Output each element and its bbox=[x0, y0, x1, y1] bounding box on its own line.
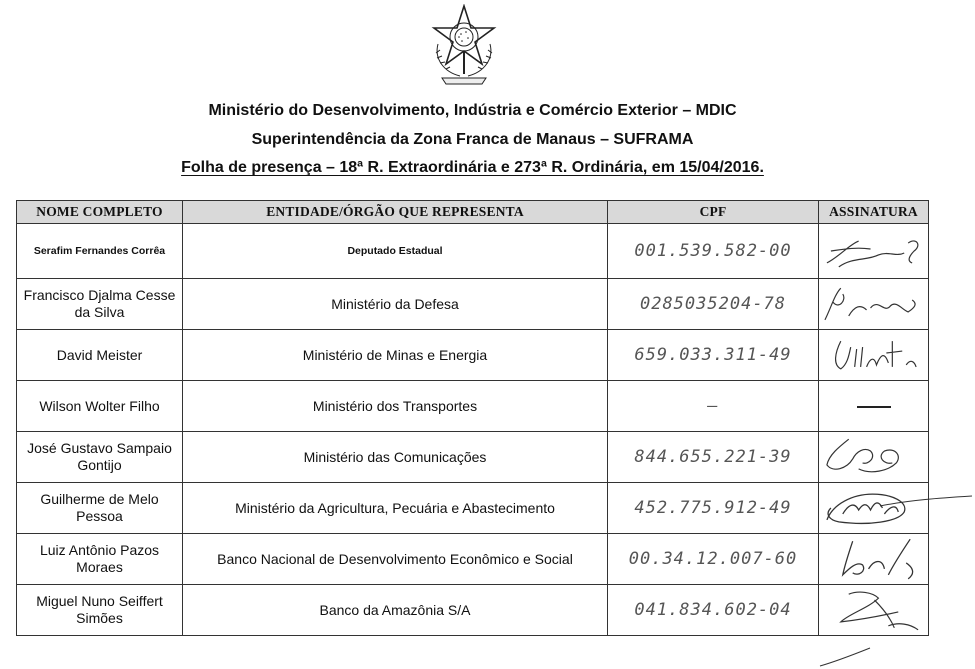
signature-cell bbox=[819, 585, 929, 636]
table-header-row bbox=[17, 201, 929, 224]
participant-cpf: — bbox=[608, 381, 819, 432]
participant-cpf: 041.834.602-04 bbox=[608, 585, 819, 636]
handwritten-signature bbox=[819, 535, 928, 583]
participant-cpf: 659.033.311-49 bbox=[608, 330, 819, 381]
participant-entity: Ministério da Agricultura, Pecuária e Abastecimento bbox=[183, 483, 608, 534]
signature-cell bbox=[819, 381, 929, 432]
superintendency-heading: Superintendência da Zona Franca de Manaus – SUFRAMA bbox=[251, 131, 694, 148]
handwritten-signature bbox=[819, 484, 928, 532]
participant-entity: Ministério da Defesa bbox=[183, 279, 608, 330]
handwritten-signature bbox=[819, 331, 928, 379]
attendance-sheet-title: Folha de presença – 18ª R. Extraordinária e 273ª R. Ordinária, em 15/04/2016. bbox=[181, 159, 764, 176]
participant-cpf: 452.775.912-49 bbox=[608, 483, 819, 534]
table-row bbox=[17, 585, 929, 636]
empty-signature-dash bbox=[857, 406, 891, 408]
column-header-entity: ENTIDADE/ÓRGÃO QUE REPRESENTA bbox=[183, 201, 608, 224]
table-row bbox=[17, 381, 929, 432]
table-row bbox=[17, 483, 929, 534]
attendance-table bbox=[16, 200, 929, 636]
participant-name: Guilherme de Melo Pessoa bbox=[17, 483, 183, 534]
column-header-cpf: CPF bbox=[608, 201, 819, 224]
participant-name: Serafim Fernandes Corrêa bbox=[17, 224, 183, 279]
signature-cell bbox=[819, 432, 929, 483]
participant-name: Luiz Antônio Pazos Moraes bbox=[17, 534, 183, 585]
table-row bbox=[17, 330, 929, 381]
handwritten-signature bbox=[819, 227, 928, 275]
handwritten-signature bbox=[819, 280, 928, 328]
signature-cell bbox=[819, 330, 929, 381]
participant-name: José Gustavo Sampaio Gontijo bbox=[17, 432, 183, 483]
table-row bbox=[17, 432, 929, 483]
participant-cpf: 0285035204-78 bbox=[608, 279, 819, 330]
participant-name: David Meister bbox=[17, 330, 183, 381]
signature-cell bbox=[819, 534, 929, 585]
participant-name: Wilson Wolter Filho bbox=[17, 381, 183, 432]
participant-entity: Ministério das Comunicações bbox=[183, 432, 608, 483]
signature-cell bbox=[819, 483, 929, 534]
handwritten-signature bbox=[819, 433, 928, 481]
table-row bbox=[17, 279, 929, 330]
participant-cpf: 844.655.221-39 bbox=[608, 432, 819, 483]
participant-name: Francisco Djalma Cesse da Silva bbox=[17, 279, 183, 330]
ministry-heading: Ministério do Desenvolvimento, Indústria e Comércio Exterior – MDIC bbox=[208, 102, 737, 119]
participant-entity: Banco da Amazônia S/A bbox=[183, 585, 608, 636]
column-header-name: NOME COMPLETO bbox=[17, 201, 183, 224]
table-row bbox=[17, 224, 929, 279]
participant-entity: Ministério de Minas e Energia bbox=[183, 330, 608, 381]
participant-entity: Deputado Estadual bbox=[183, 224, 608, 279]
participant-cpf: 00.34.12.007-60 bbox=[608, 534, 819, 585]
participant-entity: Ministério dos Transportes bbox=[183, 381, 608, 432]
participant-entity: Banco Nacional de Desenvolvimento Econômico e Social bbox=[183, 534, 608, 585]
column-header-signature: ASSINATURA bbox=[819, 201, 929, 224]
handwritten-signature bbox=[819, 586, 928, 634]
coat-of-arms-emblem bbox=[430, 4, 498, 90]
participant-name: Miguel Nuno Seiffert Simões bbox=[17, 585, 183, 636]
signature-cell bbox=[819, 279, 929, 330]
participant-cpf: 001.539.582-00 bbox=[608, 224, 819, 279]
table-row bbox=[17, 534, 929, 585]
signature-cell bbox=[819, 224, 929, 279]
